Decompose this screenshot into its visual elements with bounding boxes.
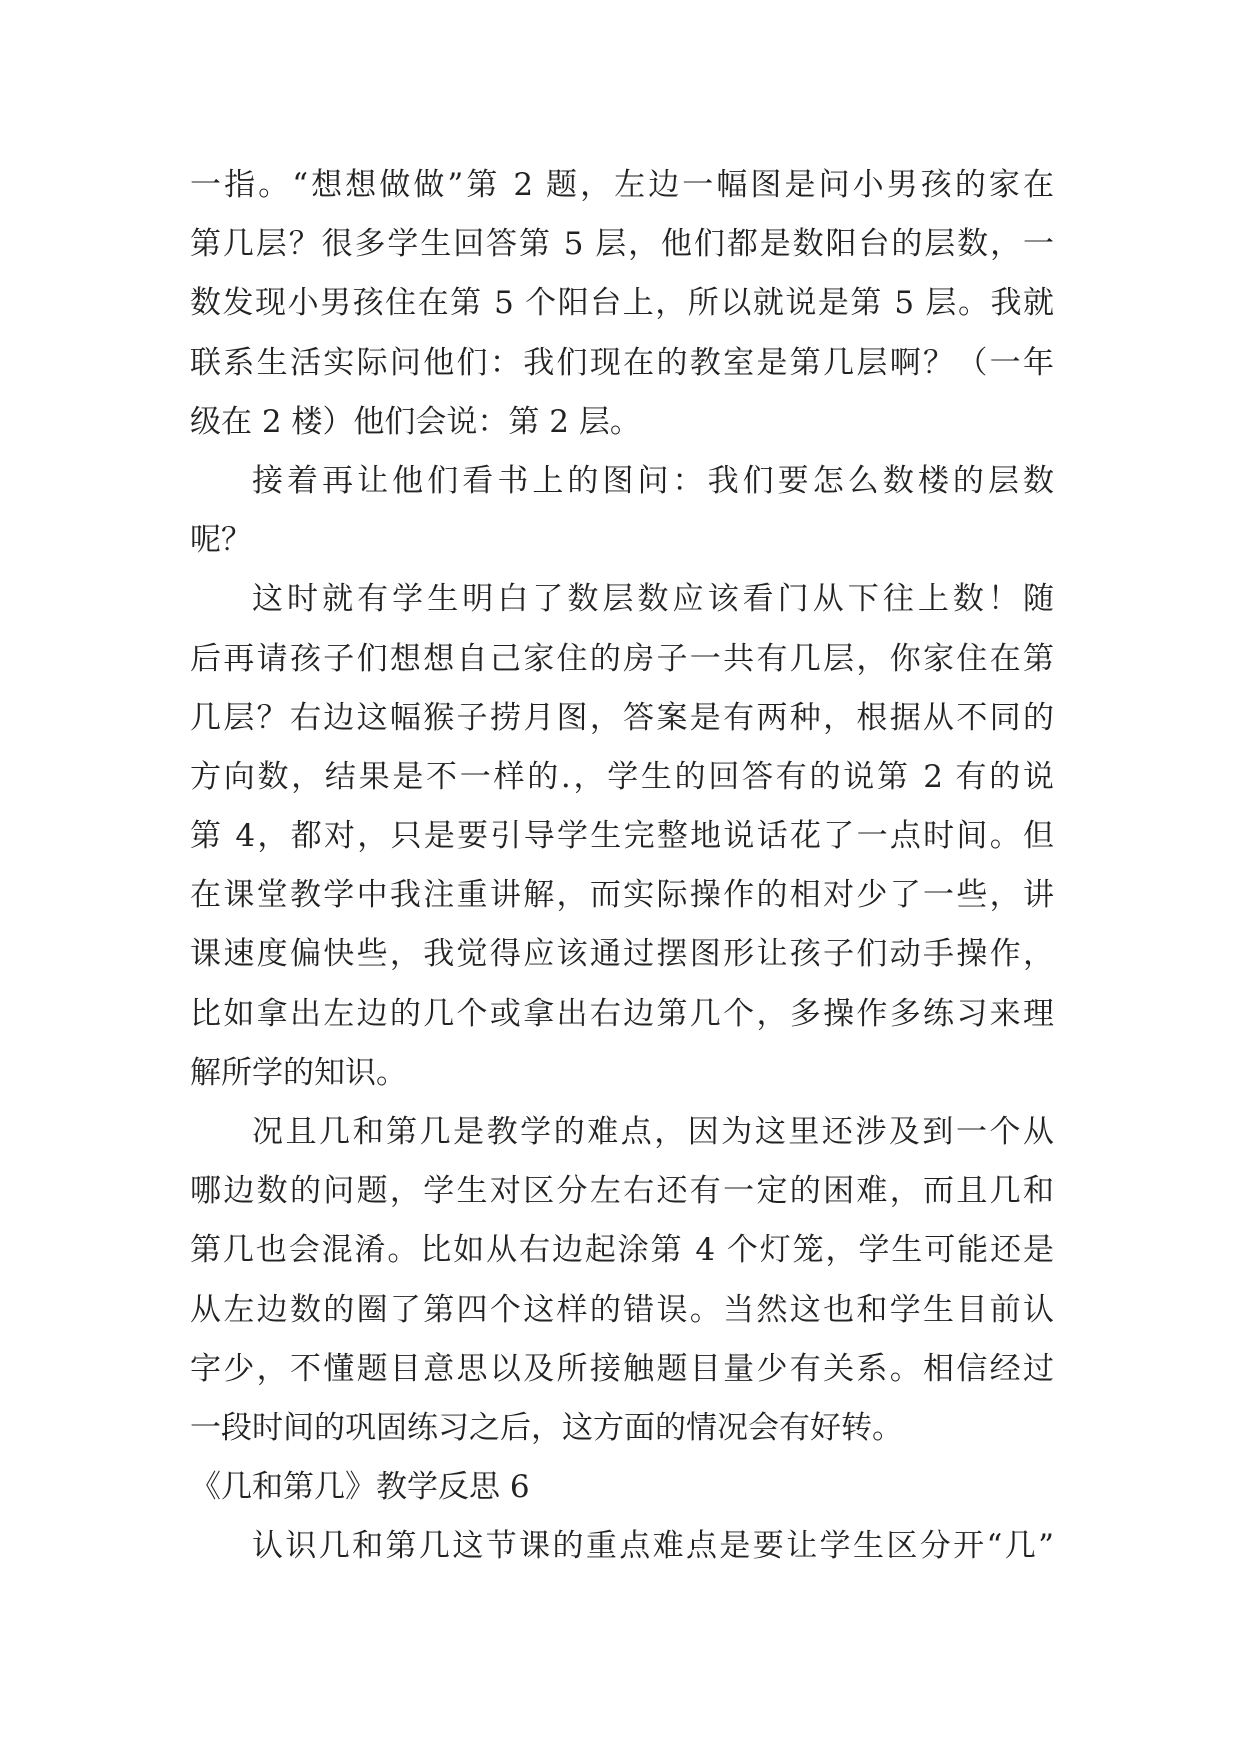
document-body [190,156,1054,1577]
text-line-7: 呢？ [190,522,252,559]
text-line-2: 第几层？很多学生回答第 5 层，他们都是数阳台的层数，一 [190,226,1054,263]
text-line-24: 认识几和第几这节课的重点难点是要让学生区分开“几” [252,1528,1054,1565]
text-line-19: 第几也会混淆。比如从右边起涂第 4 个灯笼，学生可能还是 [190,1232,1054,1269]
text-line-21: 字少，不懂题目意思以及所接触题目量少有关系。相信经过 [190,1350,1054,1387]
text-line-22: 一段时间的巩固练习之后，这方面的情况会有好转。 [190,1409,903,1446]
text-line-18: 哪边数的问题，学生对区分左右还有一定的困难，而且几和 [190,1173,1054,1210]
text-line-17: 况且几和第几是教学的难点，因为这里还涉及到一个从 [252,1114,1054,1150]
text-line-5: 级在 2 楼）他们会说：第 2 层。 [190,403,641,440]
text-line-15: 比如拿出左边的几个或拿出右边第几个，多操作多练习来理 [190,995,1054,1032]
text-line-20: 从左边数的圈了第四个这样的错误。当然这也和学生目前认 [190,1291,1054,1328]
text-line-16: 解所学的知识。 [190,1054,407,1091]
text-line-14: 课速度偏快些，我觉得应该通过摆图形让孩子们动手操作， [190,936,1054,973]
text-line-6: 接着再让他们看书上的图问：我们要怎么数楼的层数 [252,462,1054,499]
text-line-3: 数发现小男孩住在第 5 个阳台上，所以就说是第 5 层。我就 [190,285,1054,322]
text-line-11: 方向数，结果是不一样的.，学生的回答有的说第 2 有的说 [190,758,1054,795]
text-line-8: 这时就有学生明白了数层数应该看门从下往上数！随 [252,581,1054,618]
text-line-9: 后再请孩子们想想自己家住的房子一共有几层，你家住在第 [190,640,1054,677]
section-heading: 《几和第几》教学反思 6 [190,1469,530,1506]
text-line-4: 联系生活实际问他们：我们现在的教室是第几层啊？（一年 [190,344,1054,381]
text-line-1: 一指。“想想做做”第 2 题，左边一幅图是问小男孩的家在 [190,167,1054,203]
text-line-12: 第 4，都对，只是要引导学生完整地说话花了一点时间。但 [190,818,1054,855]
text-line-13: 在课堂教学中我注重讲解，而实际操作的相对少了一些，讲 [190,877,1054,914]
text-line-10: 几层？右边这幅猴子捞月图，答案是有两种，根据从不同的 [190,699,1054,736]
